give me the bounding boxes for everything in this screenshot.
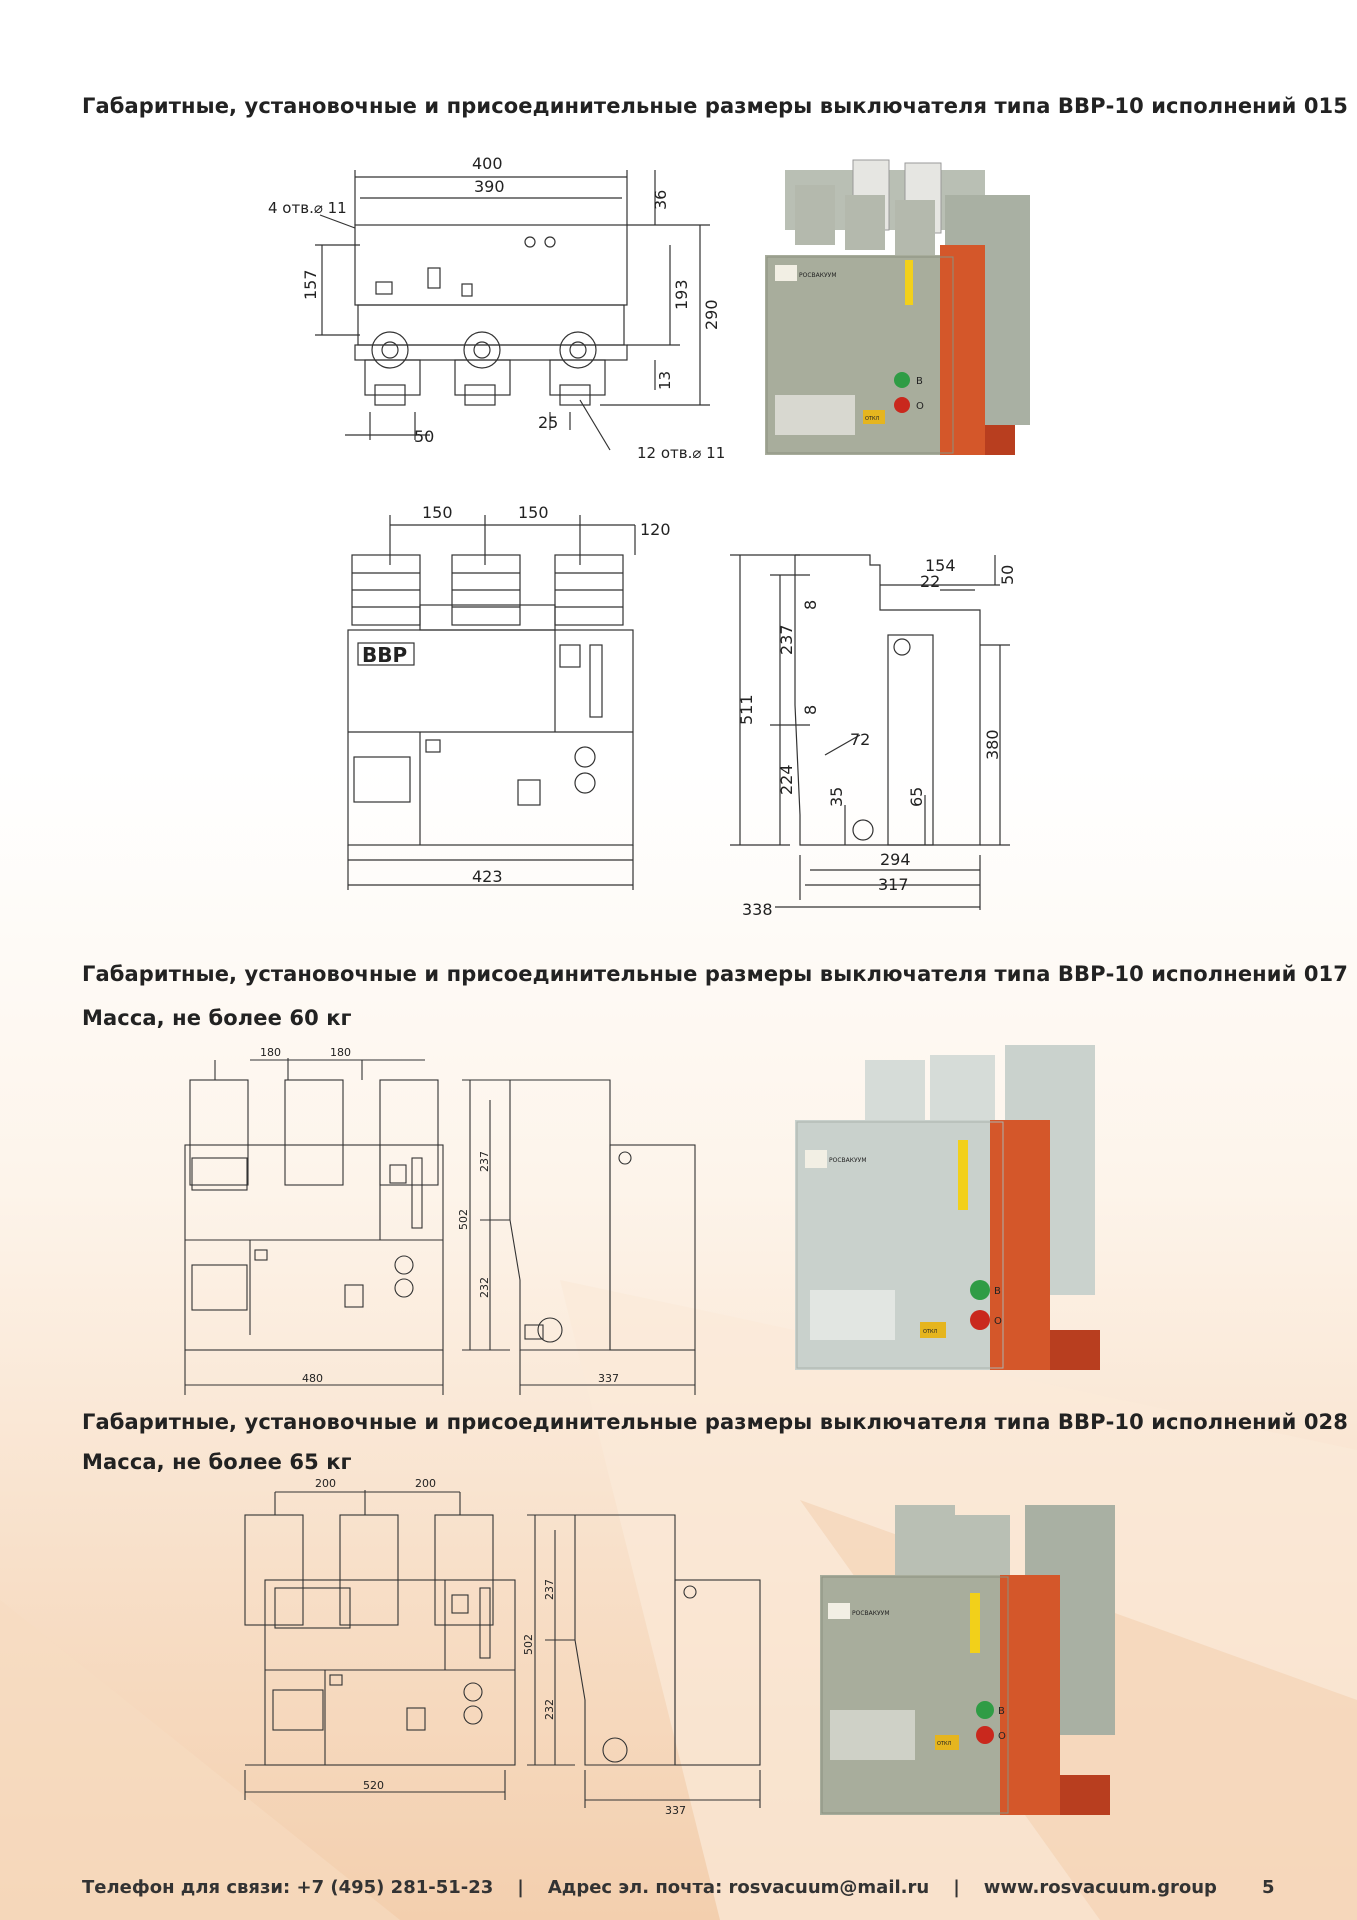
dim-180-a: 180 bbox=[260, 1046, 281, 1059]
dim-22: 22 bbox=[920, 572, 941, 591]
dim-337-017: 337 bbox=[598, 1372, 619, 1385]
dim-180-b: 180 bbox=[330, 1046, 351, 1059]
dim-4-holes: 4 отв.⌀ 11 bbox=[268, 199, 347, 217]
heading-015: Габаритные, установочные и присоединительные размеры выключателя типа ВВР-10 исполнений 015 bbox=[82, 94, 1348, 118]
dim-8-b: 8 bbox=[801, 704, 820, 715]
dim-294: 294 bbox=[880, 850, 911, 869]
footer bbox=[82, 1877, 1217, 1898]
page-number: 5 bbox=[1262, 1877, 1275, 1898]
photo-028-label: ОТКЛ bbox=[937, 1741, 952, 1747]
photo-017-label: ОТКЛ bbox=[923, 1329, 938, 1335]
footer-separator: | bbox=[953, 1877, 960, 1898]
dim-237-side: 237 bbox=[777, 624, 796, 655]
dim-36: 36 bbox=[651, 189, 670, 210]
dim-157: 157 bbox=[301, 269, 320, 300]
dim-200-b: 200 bbox=[415, 1477, 436, 1490]
dim-35: 35 bbox=[827, 786, 846, 807]
heading-017: Габаритные, установочные и присоединительные размеры выключателя типа ВВР-10 исполнений 017 bbox=[82, 962, 1348, 986]
drawing-028 bbox=[235, 1470, 775, 1830]
dim-65: 65 bbox=[907, 786, 926, 807]
dim-232-028: 232 bbox=[543, 1699, 556, 1720]
footer-phone: Телефон для связи: +7 (495) 281-51-23 bbox=[82, 1877, 494, 1898]
photo-028 bbox=[800, 1495, 1140, 1834]
dim-154: 154 bbox=[925, 556, 956, 575]
photo-015-off: О bbox=[916, 401, 924, 412]
footer-site-link[interactable]: www.rosvacuum.group bbox=[983, 1877, 1217, 1898]
dim-237-028: 237 bbox=[543, 1579, 556, 1600]
dim-200-a: 200 bbox=[315, 1477, 336, 1490]
photo-017 bbox=[780, 1040, 1140, 1404]
photo-028-brand: РОСВАКУУМ bbox=[852, 1610, 890, 1617]
dim-480: 480 bbox=[302, 1372, 323, 1385]
heading-028: Габаритные, установочные и присоединительные размеры выключателя типа ВВР-10 исполнений 028 bbox=[82, 1410, 1348, 1434]
dim-50-side: 50 bbox=[998, 564, 1017, 585]
dim-423: 423 bbox=[472, 867, 503, 886]
dim-224: 224 bbox=[777, 764, 796, 795]
dim-25: 25 bbox=[538, 413, 559, 432]
front-logo: ВВР bbox=[362, 643, 408, 667]
dim-150-b: 150 bbox=[518, 503, 549, 522]
dim-12-holes: 12 отв.⌀ 11 bbox=[637, 444, 726, 462]
dim-193: 193 bbox=[672, 279, 691, 310]
dim-290: 290 bbox=[702, 299, 721, 330]
drawing-015-side bbox=[730, 545, 1020, 925]
dim-520: 520 bbox=[363, 1779, 384, 1792]
dim-232-017: 232 bbox=[478, 1277, 491, 1298]
drawing-015-front bbox=[340, 495, 680, 905]
dim-380: 380 bbox=[983, 729, 1002, 760]
dim-150-a: 150 bbox=[422, 503, 453, 522]
drawing-015-top bbox=[260, 150, 730, 470]
photo-015 bbox=[755, 155, 1045, 479]
dim-317: 317 bbox=[878, 875, 909, 894]
dim-400: 400 bbox=[472, 154, 503, 173]
dim-337-028: 337 bbox=[665, 1804, 686, 1817]
photo-015-on: В bbox=[916, 376, 923, 387]
dim-502-028: 502 bbox=[522, 1634, 535, 1655]
dim-338: 338 bbox=[742, 900, 773, 919]
dim-237-017: 237 bbox=[478, 1151, 491, 1172]
photo-017-on: В bbox=[994, 1286, 1001, 1297]
dim-72: 72 bbox=[850, 730, 871, 749]
photo-028-on: В bbox=[998, 1706, 1005, 1717]
photo-017-off: О bbox=[994, 1316, 1002, 1327]
dim-511: 511 bbox=[737, 694, 756, 725]
footer-email-link[interactable]: Адрес эл. почта: rosvacuum@mail.ru bbox=[547, 1877, 930, 1898]
dim-120: 120 bbox=[640, 520, 671, 539]
drawing-017 bbox=[180, 1040, 720, 1400]
dim-502-017: 502 bbox=[457, 1209, 470, 1230]
dim-50: 50 bbox=[414, 427, 435, 446]
photo-015-label: ОТКЛ bbox=[865, 416, 880, 422]
photo-028-off: О bbox=[998, 1731, 1006, 1742]
photo-015-brand: РОСВАКУУМ bbox=[799, 272, 837, 279]
footer-separator: | bbox=[517, 1877, 524, 1898]
dim-8-a: 8 bbox=[801, 599, 820, 610]
mass-017: Масса, не более 60 кг bbox=[82, 1006, 352, 1030]
photo-017-brand: РОСВАКУУМ bbox=[829, 1157, 867, 1164]
dim-13: 13 bbox=[656, 370, 674, 390]
mass-028: Масса, не более 65 кг bbox=[82, 1450, 352, 1474]
dim-390: 390 bbox=[474, 177, 505, 196]
